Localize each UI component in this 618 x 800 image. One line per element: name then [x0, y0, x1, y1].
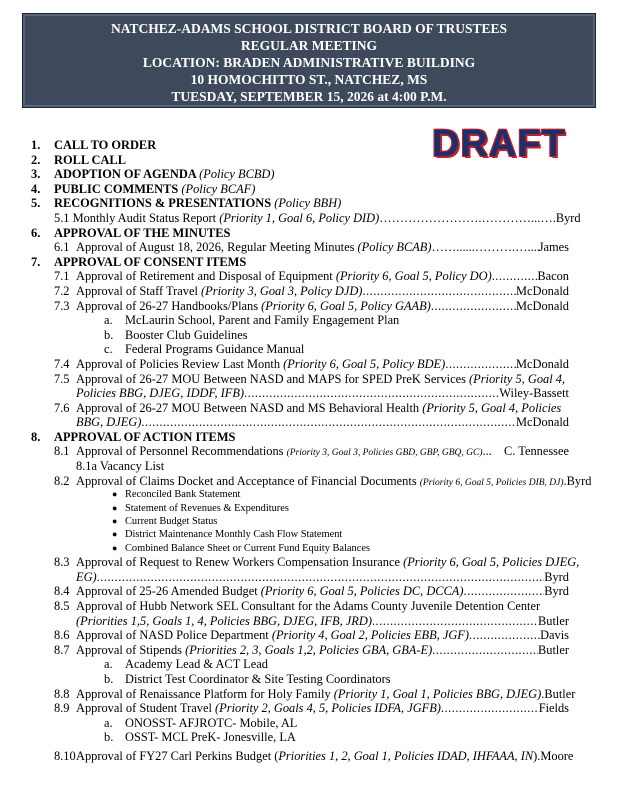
agenda-item [0, 701, 618, 716]
sub-item-text: ONOSST- AFJROTC- Mobile, AL [125, 715, 298, 730]
item-policy: (Priority 2, Goals 4, 5, Policies IDFA, JGFB) [215, 701, 441, 716]
section-title: CALL TO ORDER [54, 138, 157, 152]
item-text: Approval of Hubb Network SEL Consultant for the Adams County Juvenile Detention Center [76, 598, 541, 613]
header-board-title: NATCHEZ-ADAMS SCHOOL DISTRICT BOARD OF TRUSTEES [111, 21, 507, 36]
item-line [76, 584, 569, 599]
section-policy: (Policy BCAF) [181, 181, 256, 196]
item-close-paren: ) [533, 748, 538, 763]
agenda-item [0, 555, 618, 570]
item-presenter: Fields [538, 701, 569, 716]
section-title: ADOPTION OF AGENDA [54, 167, 197, 182]
item-policy: (Priority 6, Goal 5, Policies DC, DCCA) [260, 584, 464, 599]
header-meeting-type: REGULAR MEETING [240, 38, 378, 53]
bullet-text: Reconciled Bank Statement [125, 489, 241, 501]
item-text: Approval of NASD Police Department [76, 628, 272, 643]
agenda-item-continuation [0, 570, 618, 585]
agenda-list [0, 138, 618, 764]
agenda-item [0, 474, 618, 489]
item-text: Approval of Retirement and Disposal of Equipment [76, 269, 336, 284]
item-presenter: McDonald [516, 298, 569, 313]
agenda-item-continuation [0, 614, 618, 629]
agenda-item [0, 284, 618, 299]
item-leader: . [537, 748, 541, 763]
item-leader: ... [482, 444, 492, 459]
item-line [76, 299, 569, 314]
sub-item [0, 716, 618, 731]
item-text: Approval of August 18, 2026, Regular Meeting Minutes [76, 240, 358, 255]
item-number: 8.3 [54, 555, 70, 570]
sub-item [0, 657, 618, 672]
bullet-item [0, 528, 618, 541]
bullet-icon: ● [112, 516, 118, 527]
item-presenter: Butler [544, 686, 576, 701]
agenda-item-continuation [0, 386, 618, 401]
item-number: 7.4 [54, 356, 70, 371]
section-title-with-policy [54, 196, 341, 211]
agenda-item [0, 269, 618, 284]
sub-item [0, 342, 618, 357]
item-text: 5.1 Monthly Audit Status Report [54, 210, 220, 225]
item-presenter: Butler [538, 613, 569, 628]
sub-item [0, 730, 618, 745]
item-policy: (Priority 1, Goal 1, Policies BBG, DJEG) [333, 686, 542, 701]
item-number: 8.2 [54, 473, 70, 488]
item-number: 8.6 [54, 628, 70, 643]
item-presenter: Byrd [566, 473, 592, 488]
bullet-icon: ● [112, 489, 118, 500]
item-line [76, 284, 569, 299]
section-title-with-policy [54, 167, 275, 182]
item-policy: (Priorities 2, 3, Goals 1,2, Policies GBA, GBA-E) [185, 642, 433, 657]
agenda-item-continuation [0, 415, 618, 430]
sub-item [0, 672, 618, 687]
item-text: Approval of Personnel Recommendations [76, 444, 287, 459]
section-number: 6. [31, 225, 41, 240]
bullet-icon: ● [112, 542, 118, 553]
item-presenter: Bacon [537, 269, 569, 284]
section-number: 5. [31, 196, 41, 211]
item-text: Approval of 26-27 MOU Between NASD and MAPS for SPED PreK Services [76, 371, 470, 386]
sub-item-letter: a. [104, 313, 113, 328]
section-policy: (Policy BBH) [274, 196, 342, 211]
item-presenter: McDonald [516, 415, 569, 430]
section-title-with-policy [54, 182, 255, 197]
agenda-section [0, 226, 618, 241]
item-text: Approval of Policies Review Last Month [76, 356, 284, 371]
item-policy: (Priority 5, Goal 4, Policies [422, 400, 562, 415]
sub-item-text: District Test Coordinator & Site Testing Coordinators [125, 671, 391, 686]
agenda-item [0, 401, 618, 416]
section-policy: (Policy BCBD) [199, 167, 275, 182]
agenda-item [0, 299, 618, 314]
bullet-item [0, 542, 618, 555]
item-policy: (Priority 6, Goal 5, Policy GAAB) [261, 298, 431, 313]
section-number: 7. [31, 254, 41, 269]
item-policy: (Priority 3, Goal 3, Policies GBD, GBP, GBQ, GC) [286, 448, 483, 459]
item-number: 7.5 [54, 371, 70, 386]
section-title: APPROVAL OF ACTION ITEMS [54, 429, 236, 444]
item-line [76, 748, 574, 764]
item-text: Approval of Request to Renew Workers Compensation Insurance [76, 555, 404, 570]
agenda-section [0, 255, 618, 270]
agenda-item [0, 628, 618, 643]
item-presenter: Davis [540, 628, 569, 643]
sub-item-letter: c. [104, 342, 113, 357]
item-policy: (Priority 6, Goal 5, Policy BDE) [283, 356, 446, 371]
bullet-text: Statement of Revenues & Expenditures [125, 502, 289, 514]
item-presenter: Byrd [544, 569, 569, 584]
item-presenter: Byrd [544, 584, 569, 599]
item-presenter: Byrd [555, 210, 581, 225]
sub-item [0, 328, 618, 343]
agenda-section [0, 138, 618, 153]
section-number: 3. [31, 167, 41, 182]
item-policy-cont: EG) [76, 569, 97, 584]
bullet-icon: ● [112, 502, 118, 513]
item-policy: (Priority 4, Goal 2, Policies EBB, JGF) [271, 628, 469, 643]
sub-item-text: Federal Programs Guidance Manual [125, 342, 305, 357]
item-number: 7.2 [54, 283, 70, 298]
bullet-item [0, 515, 618, 528]
section-title: APPROVAL OF THE MINUTES [54, 225, 231, 240]
item-line [76, 614, 569, 629]
item-presenter: Moore [540, 748, 574, 763]
item-presenter: James [538, 240, 569, 255]
agenda-item [0, 211, 618, 226]
agenda-item-continuation [0, 459, 618, 474]
section-number: 4. [31, 181, 41, 196]
agenda-item [0, 357, 618, 372]
draft-stamp: DRAFT [432, 123, 566, 165]
item-policy: (Priority 6, Goal 5, Policy DO) [335, 269, 492, 284]
sub-item-text: McLaurin School, Parent and Family Engagement Plan [125, 313, 400, 328]
item-policy: (Priority 5, Goal 4, [469, 371, 566, 386]
sub-item-letter: a. [104, 657, 113, 672]
item-presenter: McDonald [516, 283, 569, 298]
agenda-item [0, 687, 618, 702]
item-line [76, 386, 569, 401]
item-number: 8.9 [54, 701, 70, 716]
section-number: 8. [31, 429, 41, 444]
agenda-item [0, 240, 618, 255]
item-number: 8.5 [54, 598, 70, 613]
item-policy-cont: BBG, DJEG) [76, 415, 142, 430]
item-policy: (Policy BCAB) [357, 240, 432, 255]
item-line [76, 357, 569, 372]
sub-item-letter: a. [104, 715, 113, 730]
item-line [76, 415, 569, 430]
item-policy-cont: Policies BBG, DJEG, IDDF, IFB) [76, 386, 245, 401]
agenda-item [0, 749, 618, 764]
section-title: ROLL CALL [54, 152, 126, 167]
item-policy: (Priority 6, Goal 5, Policies DJEG, [403, 555, 580, 570]
item-line [76, 240, 569, 255]
agenda-section [0, 182, 618, 197]
sub-item-text: Academy Lead & ACT Lead [125, 657, 268, 672]
header-date-time: TUESDAY, SEPTEMBER 15, 2026 at 4:00 P.M. [171, 89, 447, 104]
section-title: RECOGNITIONS & PRESENTATIONS [54, 196, 272, 211]
item-line [76, 701, 569, 716]
item-sub-text: 8.1a Vacancy List [76, 459, 165, 474]
agenda-section [0, 430, 618, 445]
agenda-item [0, 372, 618, 387]
bullet-text: Current Budget Status [125, 516, 218, 528]
section-number: 1. [31, 138, 41, 152]
item-text: Approval of Renaissance Platform for Holy Family [76, 686, 334, 701]
agenda-section [0, 153, 618, 168]
item-line [76, 269, 569, 284]
agenda-item [0, 599, 618, 614]
section-title: APPROVAL OF CONSENT ITEMS [54, 254, 247, 269]
agenda-section [0, 196, 618, 211]
item-policy-cont: (Priorities 1,5, Goals 1, 4, Policies BBG, DJEG, IFB, JRD) [76, 613, 372, 628]
item-leader: . [541, 686, 545, 701]
item-text: Approval of Claims Docket and Acceptance of Financial Documents [76, 473, 420, 488]
item-text: Approval of Stipends [76, 642, 186, 657]
bullet-text: District Maintenance Monthly Cash Flow Statement [125, 529, 343, 541]
header-location: LOCATION: BRADEN ADMINISTRATIVE BUILDING [142, 55, 476, 70]
bullet-item [0, 488, 618, 501]
bullet-text: Combined Balance Sheet or Current Fund Equity Balances [125, 542, 370, 554]
item-leader: . [563, 473, 567, 488]
item-text: Approval of FY27 Carl Perkins Budget ( [76, 748, 279, 763]
section-number: 2. [31, 152, 41, 167]
item-policy: (Priority 3, Goal 3, Policy DJD) [201, 283, 363, 298]
meeting-header [22, 13, 596, 108]
item-number: 8.7 [54, 642, 70, 657]
item-presenter: Butler [538, 642, 569, 657]
item-line [76, 570, 569, 585]
sub-item-letter: b. [104, 327, 114, 342]
item-text: Approval of Student Travel [76, 701, 216, 716]
item-policy: Priorities 1, 2, Goal 1, Policies IDAD, IHFAAA, IN [278, 748, 534, 763]
sub-item-letter: b. [104, 671, 114, 686]
item-text: Approval of 26-27 MOU Between NASD and MS Behavioral Health [76, 400, 423, 415]
item-line [54, 210, 581, 226]
item-policy: (Priority 1, Goal 6, Policy DID) [219, 210, 380, 225]
agenda-item [0, 584, 618, 599]
bullet-icon: ● [112, 529, 118, 540]
item-text: Approval of 25-26 Amended Budget [76, 584, 261, 599]
item-number: 7.6 [54, 400, 70, 415]
header-address: 10 HOMOCHITTO ST., NATCHEZ, MS [190, 72, 428, 87]
item-number: 7.1 [54, 269, 70, 284]
item-line [76, 628, 569, 643]
bullet-item [0, 502, 618, 515]
item-number: 8.8 [54, 686, 70, 701]
item-number: 8.1 [54, 444, 70, 459]
item-number: 6.1 [54, 240, 70, 255]
item-presenter: McDonald [516, 356, 569, 371]
sub-item-letter: b. [104, 730, 114, 745]
item-leader: ……......……….…... [431, 240, 537, 255]
item-number: 8.4 [54, 584, 70, 599]
sub-item-text: OSST- MCL PreK- Jonesville, LA [125, 730, 296, 745]
item-presenter: Wiley-Bassett [499, 386, 569, 401]
item-text: Approval of 26-27 Handbooks/Plans [76, 298, 262, 313]
item-line [76, 643, 569, 658]
sub-item [0, 313, 618, 328]
item-leader: …………………….…………...…. [379, 210, 556, 225]
item-number: 7.3 [54, 298, 70, 313]
sub-item-text: Booster Club Guidelines [125, 327, 248, 342]
item-policy: (Priority 6, Goal 5, Policies DIB, DJ) [419, 477, 564, 488]
item-text: Approval of Staff Travel [76, 283, 202, 298]
agenda-item [0, 444, 618, 459]
item-presenter: C. Tennessee [504, 444, 569, 459]
agenda-section [0, 167, 618, 182]
section-title: PUBLIC COMMENTS [54, 181, 179, 196]
agenda-item [0, 643, 618, 658]
item-number: 8.10 [54, 748, 76, 763]
item-line [76, 686, 576, 702]
